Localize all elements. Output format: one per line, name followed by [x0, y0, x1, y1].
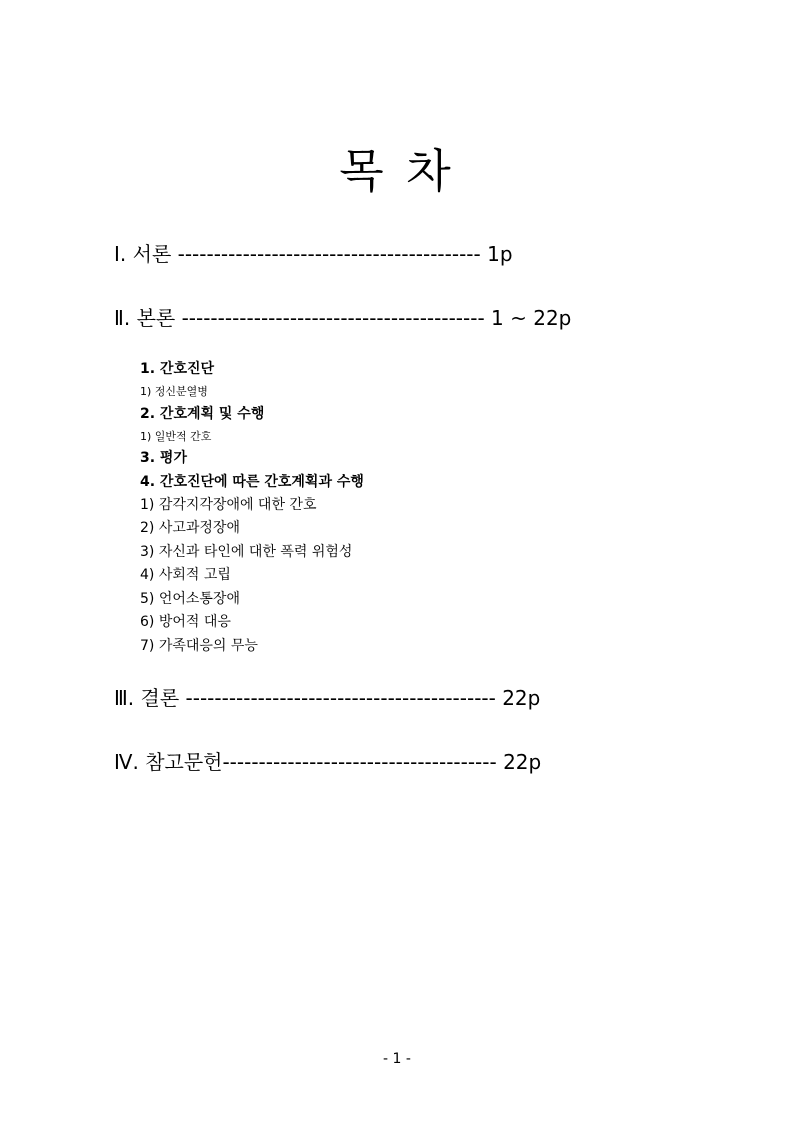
toc-entry-references — [114, 752, 541, 772]
toc-numeral: Ⅳ. — [114, 750, 139, 774]
toc-label: 참고문헌 — [145, 750, 223, 774]
toc-leader: ------------------------------------------- — [185, 686, 496, 710]
toc-label: 본론 — [136, 306, 176, 330]
toc-subitem: 4) 사회적 고립 — [140, 567, 231, 583]
toc-leader: ------------------------------------------ — [181, 306, 485, 330]
toc-subsection: 1. 간호진단 — [140, 361, 215, 377]
page-number: - 1 - — [383, 1051, 411, 1067]
toc-subitem: 1) 일반적 간호 — [140, 430, 212, 443]
toc-subitem: 3) 자신과 타인에 대한 폭력 위험성 — [140, 544, 353, 560]
toc-subsection: 4. 간호진단에 따른 간호계획과 수행 — [140, 474, 364, 490]
toc-leader: -------------------------------------- — [222, 750, 497, 774]
toc-entry-body — [114, 308, 571, 328]
toc-entry-intro — [114, 244, 513, 264]
toc-page: 22p — [502, 686, 541, 710]
toc-subitem: 7) 가족대응의 무능 — [140, 638, 258, 654]
toc-numeral: Ⅲ. — [114, 686, 135, 710]
toc-subitem: 1) 정신분열병 — [140, 385, 208, 398]
toc-page: 1 ~ 22p — [491, 306, 572, 330]
toc-subitem: 5) 언어소통장애 — [140, 591, 240, 607]
toc-subitem: 2) 사고과정장애 — [140, 520, 240, 536]
toc-entry-conclusion — [114, 688, 540, 708]
toc-subsection: 2. 간호계획 및 수행 — [140, 406, 265, 422]
toc-subitem: 1) 감각지각장애에 대한 간호 — [140, 497, 317, 513]
toc-numeral: Ⅰ. — [114, 242, 127, 266]
toc-subitem: 6) 방어적 대응 — [140, 614, 231, 630]
toc-label: 서론 — [132, 242, 172, 266]
page-title: 목 차 — [339, 144, 455, 198]
toc-label: 결론 — [140, 686, 180, 710]
toc-page: 1p — [487, 242, 513, 266]
toc-leader: ------------------------------------------ — [177, 242, 481, 266]
toc-numeral: Ⅱ. — [114, 306, 131, 330]
toc-subsection: 3. 평가 — [140, 450, 187, 466]
toc-page: 22p — [503, 750, 542, 774]
